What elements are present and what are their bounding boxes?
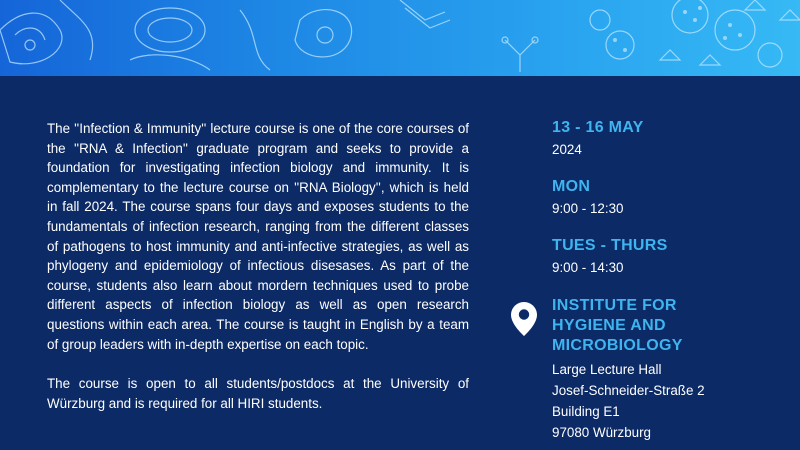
description-paragraph: The ''Infection & Immunity'' lecture course is one of the core courses of the ''RNA & Infection'' graduate program and seeks to provide a foundation for investigating infection biology and immunity. It is complementary to the lecture course on ''RNA Biology'', which is held in fall 2024. The course spans four days and exposes students to the fundamentals of infection research, ranging from the different classes of pathogens to host immunity and anti-infective strategies, as well as phylogeny and epidemiology of infectious disesases. As part of the course, students also learn about mordern techniques used to probe different aspects of infection biology as well as open research questions within each area. The course is taught in English by a team of group leaders with in-depth expertise on each topic.	[47, 121, 469, 352]
institute-heading-2: HYGIENE AND	[552, 317, 666, 334]
year: 2024	[552, 142, 582, 157]
hall: Large Lecture Hall	[552, 362, 662, 377]
dates-heading: 13 - 16 MAY	[552, 119, 644, 136]
institute-heading-3: MICROBIOLOGY	[552, 337, 683, 354]
building: Building E1	[552, 404, 620, 419]
course-description	[47, 119, 469, 433]
tues-thurs-heading: TUES - THURS	[552, 237, 668, 254]
city: 97080 Würzburg	[552, 425, 651, 440]
address	[552, 359, 705, 443]
mon-time: 9:00 - 12:30	[552, 201, 624, 216]
street: Josef-Schneider-Straße 2	[552, 383, 705, 398]
tues-thurs-time: 9:00 - 14:30	[552, 260, 624, 275]
location-pin-icon	[510, 301, 538, 342]
header-banner	[0, 0, 800, 76]
microbiology-illustration	[0, 0, 800, 76]
eligibility-paragraph: The course is open to all students/postdocs at the University of Würzburg and is required for all HIRI students.	[47, 376, 469, 411]
institute-heading-1: INSTITUTE FOR	[552, 297, 677, 314]
mon-heading: MON	[552, 178, 591, 195]
